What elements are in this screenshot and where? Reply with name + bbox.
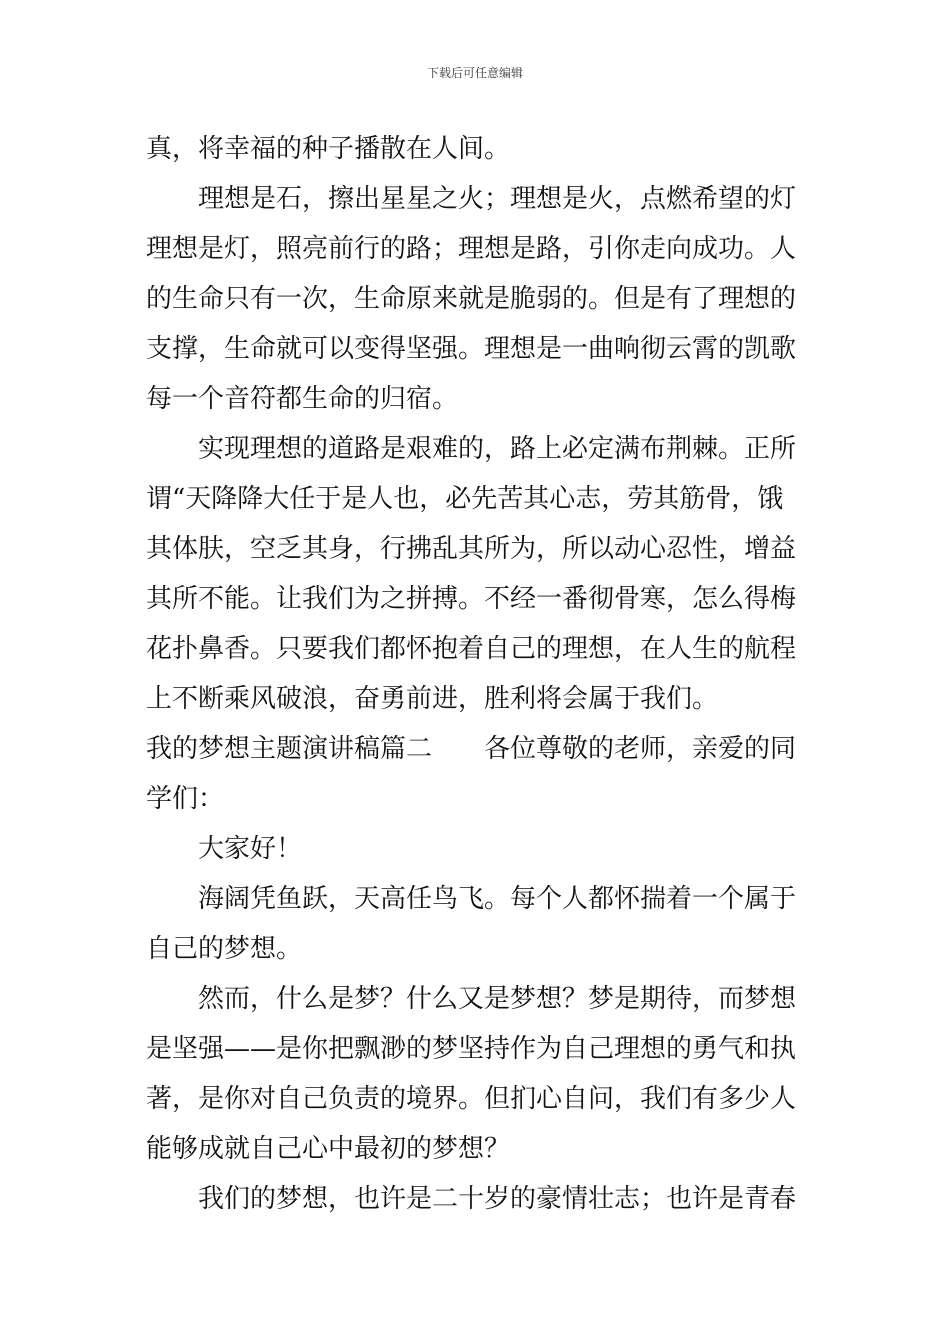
text-line: 花扑鼻香。只要我们都怀抱着自己的理想，在人生的航程: [146, 634, 797, 664]
text-line: 海阔凭鱼跃，天高任鸟飞。每个人都怀揣着一个属于: [198, 884, 797, 914]
section-title-line: 我的梦想主题演讲稿篇二 各位尊敬的老师，亲爱的同: [146, 734, 797, 764]
text-line: 其体肤，空乏其身，行拂乱其所为，所以动心忍性，增益: [146, 534, 797, 564]
text-line: 著，是你对自己负责的境界。但扪心自问，我们有多少人: [146, 1084, 797, 1114]
text-line: 能够成就自己心中最初的梦想？: [146, 1134, 511, 1164]
text-line: 其所不能。让我们为之拼搏。不经一番彻骨寒，怎么得梅: [146, 584, 797, 614]
text-line: 真，将幸福的种子播散在人间。: [146, 134, 511, 164]
text-line: 然而，什么是梦？什么又是梦想？梦是期待，而梦想: [198, 984, 797, 1014]
text-line: 上不断乘风破浪，奋勇前进，胜利将会属于我们。: [146, 684, 719, 714]
text-line: 理想是石，擦出星星之火；理想是火，点燃希望的灯: [198, 184, 797, 214]
text-line: 自己的梦想。: [146, 934, 303, 964]
text-line: 支撑，生命就可以变得坚强。理想是一曲响彻云霄的凯歌: [146, 334, 797, 364]
text-line: 每一个音符都生命的归宿。: [146, 384, 459, 414]
page-header: 下载后可任意编辑: [426, 66, 523, 80]
text-line: 实现理想的道路是艰难的，路上必定满布荆棘。正所: [198, 434, 797, 464]
text-line: 的生命只有一次，生命原来就是脆弱的。但是有了理想的: [146, 284, 797, 314]
text-line: 我们的梦想，也许是二十岁的豪情壮志；也许是青春: [198, 1184, 797, 1214]
text-line: 学们：: [146, 784, 225, 814]
document-body: [146, 124, 814, 1224]
text-line: 理想是灯，照亮前行的路；理想是路，引你走向成功。人: [146, 234, 797, 264]
text-line: 谓“天降降大任于是人也，必先苦其心志，劳其筋骨，饿: [146, 484, 784, 514]
text-line: 是坚强——是你把飘渺的梦坚持作为自己理想的勇气和执: [146, 1034, 797, 1064]
greeting-line: 大家好！: [198, 834, 303, 864]
